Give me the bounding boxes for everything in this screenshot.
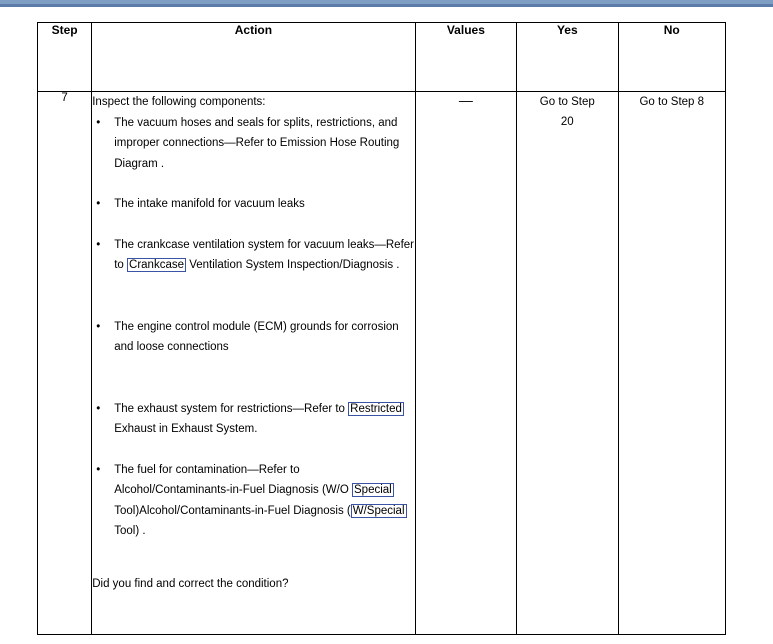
link-restricted[interactable]: Restricted	[350, 402, 402, 415]
link-special-tool[interactable]: Special	[354, 484, 392, 496]
spacer	[92, 542, 414, 574]
bullet-dot-icon: •	[96, 463, 101, 476]
action-bullet-4-text: The engine control module (ECM) grounds for corrosion and loose connections	[114, 320, 399, 353]
diagnostic-table-container	[37, 22, 726, 635]
bullet-dot-icon: •	[96, 238, 101, 251]
action-bullet-2-text: The intake manifold for vacuum leaks	[114, 198, 305, 210]
cell-no: Go to Step 8	[618, 92, 725, 635]
column-header-yes: Yes	[517, 23, 618, 92]
cell-yes	[517, 92, 618, 635]
window-top-bar	[0, 0, 773, 7]
column-header-step-label: Step	[51, 23, 78, 37]
bullet-dot-icon: •	[96, 198, 101, 210]
action-bullet-5-text-part-2: Exhaust in Exhaust System.	[114, 423, 258, 435]
action-bullet-3-text-part-1: The crankcase ventilation system for vacuum leaks—Refer to	[114, 238, 414, 271]
action-question-text: Did you find and correct the condition?	[92, 577, 289, 590]
table-header	[38, 23, 726, 92]
action-bullet-6	[92, 460, 414, 542]
action-bullet-6-text-part-2: Tool)Alcohol/Contaminants-in-Fuel Diagnosis (	[114, 504, 351, 517]
cell-values: —	[415, 92, 516, 635]
cell-action	[92, 92, 415, 635]
bullet-dot-icon: •	[96, 116, 101, 129]
window-top-bar-highlight	[0, 0, 773, 4]
spacer	[92, 358, 414, 399]
action-bullet-1	[92, 113, 414, 175]
column-header-no: No	[618, 23, 725, 92]
action-bullet-1-text: The vacuum hoses and seals for splits, restrictions, and improper connections—Refer to Emission Hose Routing Diagram .	[114, 116, 400, 170]
action-bullet-5	[92, 399, 414, 440]
action-bullet-3	[92, 235, 414, 276]
action-lead-text: Inspect the following components:	[92, 96, 266, 108]
action-bullet-6-text-part-1: The fuel for contamination—Refer to Alcohol/Contaminants-in-Fuel Diagnosis (W/O	[114, 463, 352, 496]
action-bullet-4	[92, 317, 414, 358]
spacer	[92, 276, 414, 317]
spacer	[92, 215, 414, 235]
table-header-row	[38, 23, 726, 92]
cell-yes-line-2: 20	[560, 116, 574, 128]
cell-yes-line-1: Go to Step	[539, 96, 595, 108]
bullet-dot-icon: •	[96, 320, 101, 333]
action-bullet-5-text-part-1: The exhaust system for restrictions—Refer to	[114, 402, 349, 415]
bullet-dot-icon: •	[96, 402, 101, 415]
spacer	[92, 440, 414, 460]
link-w-special[interactable]: W/Special	[352, 504, 405, 517]
column-header-step	[38, 23, 92, 92]
spacer	[92, 174, 414, 194]
page-left-margin	[0, 7, 7, 644]
action-bullet-6-text-part-3: Tool) .	[114, 525, 146, 537]
table-body	[38, 92, 726, 635]
link-crankcase[interactable]: Crankcase	[129, 259, 184, 271]
table-row	[38, 92, 726, 635]
diagnostic-table	[37, 22, 726, 635]
action-bullet-3-text-part-2: Ventilation System Inspection/Diagnosis .	[186, 259, 400, 271]
column-header-action: Action	[92, 23, 415, 92]
action-bullet-2	[92, 194, 414, 215]
column-header-values: Values	[415, 23, 516, 92]
cell-step-number: 7	[38, 92, 92, 635]
